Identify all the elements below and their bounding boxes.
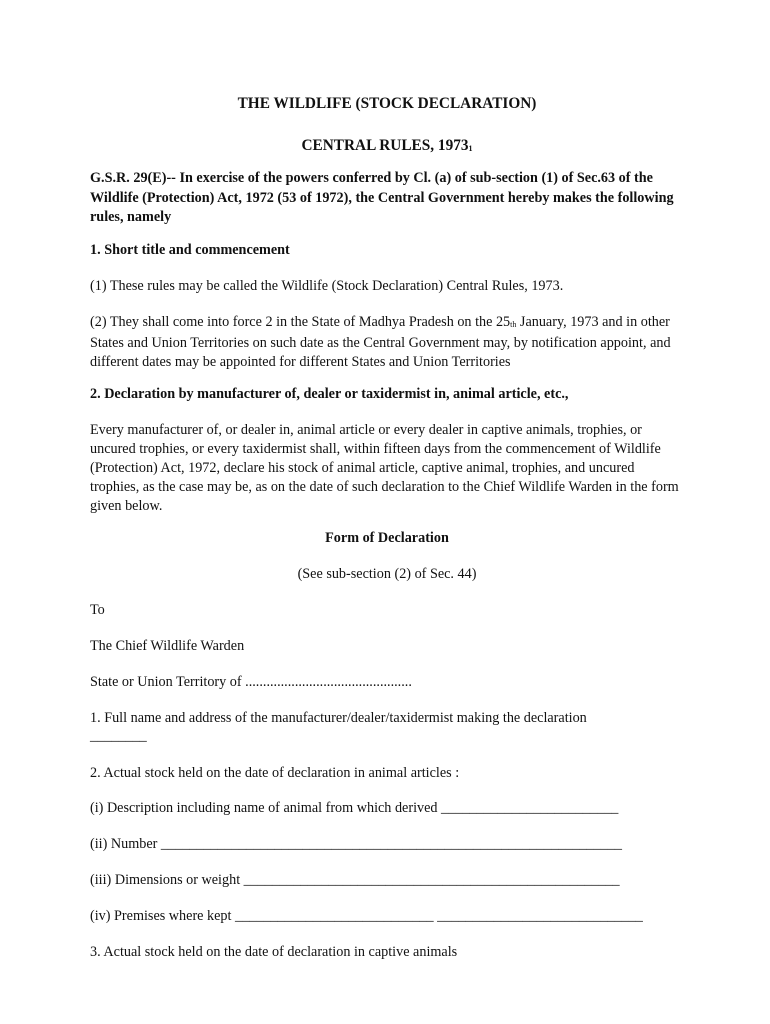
section1-p2-text-b: January, 1973 and in other States and Union Territories on such date as the Central Government may, by notification appoint, and different dates may be appointed for different States and Union Territories (90, 314, 671, 370)
form-item2-iii: (iii) Dimensions or weight _____________________________________________________ (90, 872, 620, 888)
form-item1: 1. Full name and address of the manufacturer/dealer/taxidermist making the declaration (90, 710, 587, 726)
title-footnote-marker: 1 (468, 144, 473, 153)
document-title-line1: THE WILDLIFE (STOCK DECLARATION) (237, 95, 537, 112)
form-item2-ii: (ii) Number _________________________________________________________________ (90, 836, 623, 852)
section1-p2-ordinal: th (510, 320, 517, 329)
addressee-line: The Chief Wildlife Warden (90, 638, 245, 654)
section2-heading: 2. Declaration by manufacturer of, dealer or taxidermist in, animal article, etc., (90, 386, 569, 402)
title-text: CENTRAL RULES, 1973 (301, 137, 469, 154)
section1-paragraph2 (90, 313, 684, 372)
form-item1-blank: ________ (90, 728, 147, 744)
section1-paragraph1: (1) These rules may be called the Wildlife (Stock Declaration) Central Rules, 1973. (90, 278, 564, 294)
form-subheading: (See sub-section (2) of Sec. 44) (297, 566, 477, 582)
state-line: State or Union Territory of ............................................... (90, 674, 412, 690)
form-item3: 3. Actual stock held on the date of declaration in captive animals (90, 944, 458, 960)
document-title-line2 (90, 136, 684, 158)
section2-paragraph: Every manufacturer of, or dealer in, animal article or every dealer in captive animals, trophies, or uncured trophies, or every taxidermist shall, within fifteen days from the commencement of Wildlife (Protection) Act, 1972, declare his stock of animal article, captive animal, trophies, and uncured trophies, as the case may be, as on the date of such declaration to the Chief Wildlife Warden in the form given below. (90, 422, 679, 514)
form-heading: Form of Declaration (325, 530, 449, 546)
preamble-paragraph: G.S.R. 29(E)-- In exercise of the powers conferred by Cl. (a) of sub-section (1) of Sec.63 of the Wildlife (Protection) Act, 1972 (53 of 1972), the Central Government hereby makes the following rules, namely (90, 170, 674, 225)
form-item2: 2. Actual stock held on the date of declaration in animal articles : (90, 765, 460, 781)
section1-p2-text-a: (2) They shall come into force 2 in the State of Madhya Pradesh on the 25 (90, 314, 511, 330)
form-item2-iv: (iv) Premises where kept ____________________________ _____________________________ (90, 908, 643, 924)
section1-heading: 1. Short title and commencement (90, 242, 290, 258)
to-label: To (90, 602, 105, 618)
form-item2-i: (i) Description including name of animal from which derived _________________________ (90, 800, 619, 816)
